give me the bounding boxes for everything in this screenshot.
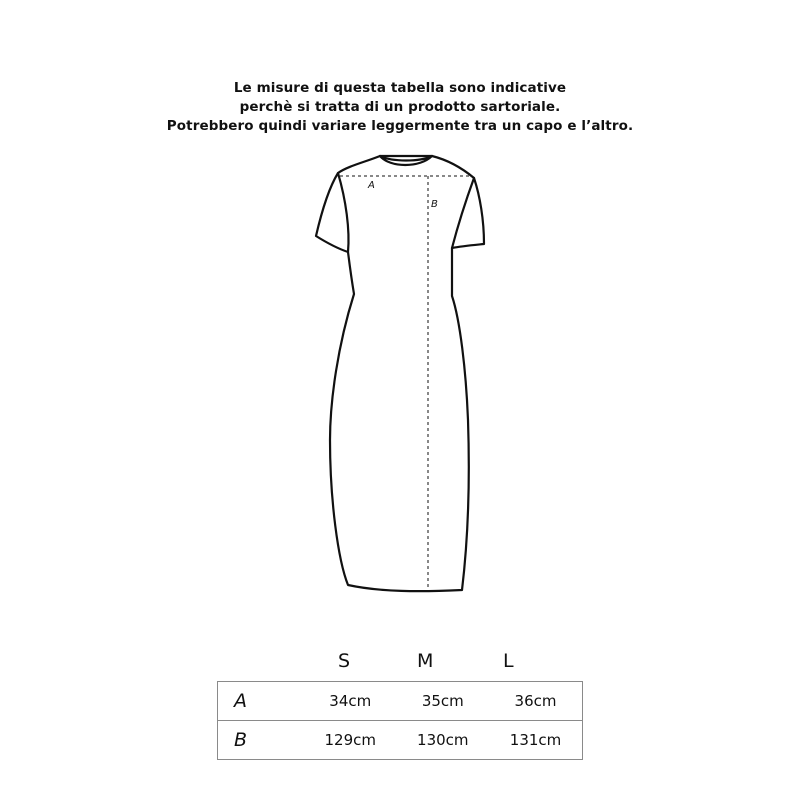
table-row (218, 721, 583, 760)
notice-line-1: Le misure di questa tabella sono indicative (233, 80, 567, 96)
label-a: A (368, 180, 375, 191)
size-header-m: M (417, 650, 434, 672)
notice-line-2: perchè si tratta di un prodotto sartoriale. (239, 99, 561, 115)
right-armhole (452, 178, 474, 248)
row-label-a: A (218, 682, 305, 721)
cell-a-s: 34cm (304, 682, 397, 721)
size-header-l: L (503, 650, 514, 672)
cell-b-s: 129cm (304, 721, 397, 760)
cell-a-l: 36cm (489, 682, 582, 721)
cell-b-l: 131cm (489, 721, 582, 760)
left-armhole (338, 173, 349, 252)
cell-a-m: 35cm (397, 682, 490, 721)
size-header-s: S (338, 650, 351, 672)
notice-line-3: Potrebbero quindi variare leggermente tra un capo e l’altro. (166, 118, 634, 134)
cell-b-m: 130cm (397, 721, 490, 760)
label-b: B (431, 199, 438, 210)
dress-collar (380, 156, 432, 165)
table-row (218, 682, 583, 721)
row-label-b: B (218, 721, 305, 760)
size-table (217, 681, 583, 760)
